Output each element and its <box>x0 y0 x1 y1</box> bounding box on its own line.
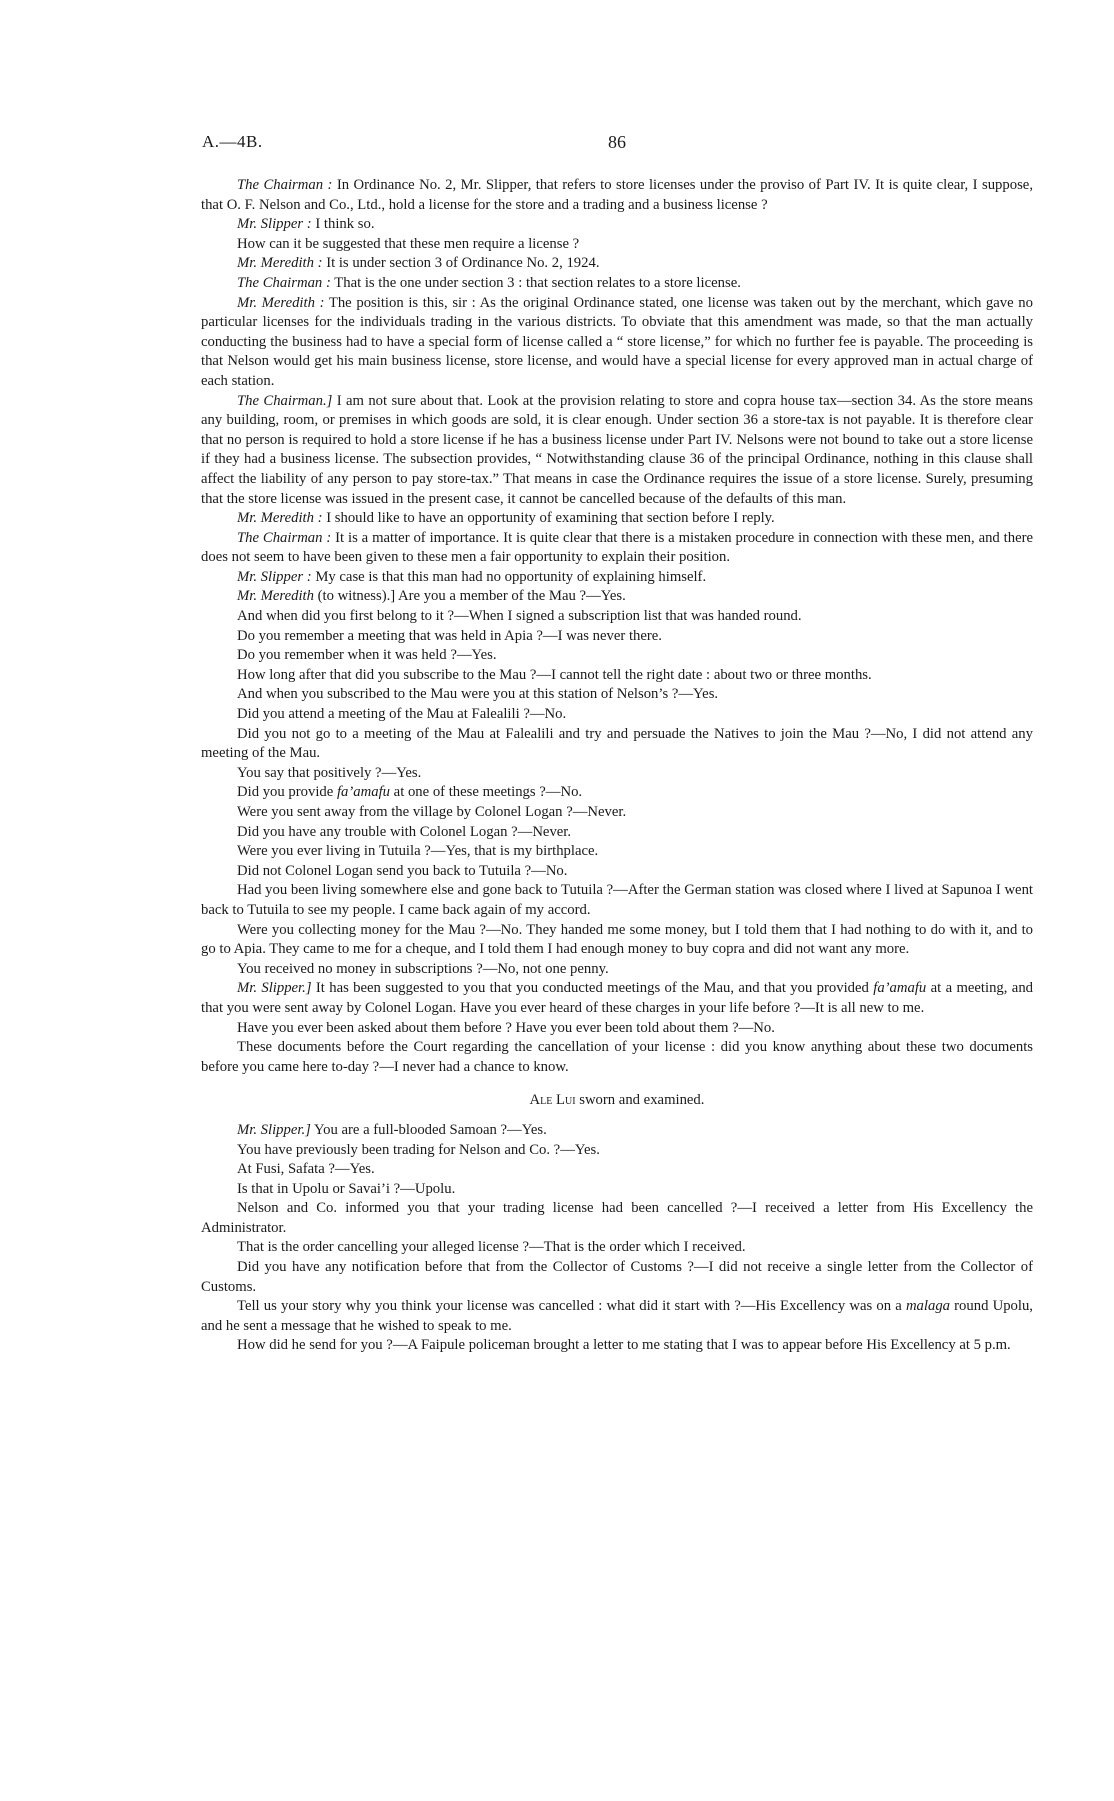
paragraph <box>201 1141 1033 1161</box>
paragraph <box>201 1160 1033 1180</box>
paragraph <box>201 254 1033 274</box>
paragraph-text: At Fusi, Safata ?—Yes. <box>237 1161 375 1178</box>
paragraph-text: Had you been living somewhere else and gone back to Tutuila ?—After the German station was closed where I lived at Sapunoa I went back to Tutuila to see my people. I came back again of my accord. <box>201 882 1033 918</box>
speaker-name: Mr. Meredith <box>237 588 314 605</box>
paragraph-text-continued: at a meeting, and that you were sent away by Colonel Logan. Have you ever heard of these charges in your life before ?—It is all new to me. <box>201 980 1034 1016</box>
paragraph <box>201 862 1033 882</box>
paragraph <box>201 725 1033 764</box>
witness-name: Ale Lui <box>529 1092 576 1109</box>
paragraph-text: Did not Colonel Logan send you back to Tutuila ?—No. <box>237 862 568 879</box>
paragraph <box>201 587 1033 607</box>
italic-term: fa’amafu <box>336 784 390 801</box>
paragraph <box>201 568 1033 588</box>
speaker-name: Mr. Meredith : <box>237 255 323 272</box>
paragraph <box>201 646 1033 666</box>
paragraph-text: It has been suggested to you that you conducted meetings of the Mau, and that you provided <box>311 980 874 997</box>
paragraph-text: (to witness).] Are you a member of the Mau ?—Yes. <box>313 588 626 605</box>
paragraph-text: In Ordinance No. 2, Mr. Slipper, that refers to store licenses under the proviso of Part IV. It is quite clear, I suppose, that O. F. Nelson and Co., Ltd., hold a license for the store and a trading and a business license ? <box>201 177 1033 213</box>
paragraph-text: Did you provide <box>237 784 337 801</box>
paragraph <box>201 509 1033 529</box>
paragraph <box>201 823 1033 843</box>
paragraph-text: I am not sure about that. Look at the provision relating to store and copra house tax—section 34. As the store means any building, room, or premises in which goods are sold, it is clear enough. Under section 36 a store-tax is not payable. It is therefore clear that no person is required to hold a store license if he has a business license under Part IV. Nelsons were not bound to take out a store license if they had a business license. The subsection provides, “ Notwithstanding clause 36 of the principal Ordinance, nothing in this clause shall affect the liability of any person to pay store-tax.” That means in case the Ordinance requires the issue of a store license. Surely, presuming that the store license was issued in the present case, it cannot be cancelled because of the defaults of this man. <box>201 392 1033 507</box>
paragraph <box>201 881 1033 920</box>
paragraph-text: You say that positively ?—Yes. <box>237 764 422 781</box>
paragraph-text: Have you ever been asked about them before ? Have you ever been told about them ?—No. <box>237 1019 775 1036</box>
paragraph-text: Did you have any notification before that from the Collector of Customs ?—I did not receive a single letter from the Collector of Customs. <box>201 1259 1033 1295</box>
paragraph <box>201 685 1033 705</box>
paragraph <box>201 1336 1033 1356</box>
paragraph <box>201 1121 1033 1141</box>
paragraph <box>201 921 1033 960</box>
italic-term: fa’amafu <box>873 980 927 997</box>
paragraph <box>201 294 1033 392</box>
speaker-name: Mr. Meredith : <box>237 294 325 311</box>
speaker-name: The Chairman : <box>237 177 333 193</box>
speaker-name: Mr. Slipper.] <box>237 980 312 997</box>
paragraph-text: You received no money in subscriptions ?—No, not one penny. <box>237 960 609 977</box>
section-heading <box>201 1091 1033 1111</box>
page-number: 86 <box>608 132 626 152</box>
paragraph <box>201 1238 1033 1258</box>
speaker-name: The Chairman.] <box>237 392 333 409</box>
paragraph <box>201 274 1033 294</box>
paragraph-text: Tell us your story why you think your license was cancelled : what did it start with ?—His Excellency was on a <box>237 1298 906 1315</box>
paragraph-text: Were you ever living in Tutuila ?—Yes, that is my birthplace. <box>237 843 599 860</box>
paragraph <box>201 960 1033 980</box>
paragraph-text: The position is this, sir : As the original Ordinance stated, one license was taken out by the merchant, which gave no particular licenses for the individuals trading in the various districts. To obviate that this amendment was made, so that the man actually conducting the business had to have a special form of license called a “ store license,” for which no further fee is payable. The proceeding is that Nelson would get his main business license, store license, and would have a special license for every approved man in actual charge of each station. <box>201 294 1033 389</box>
section-heading-rest: sworn and examined. <box>575 1092 705 1109</box>
paragraph-text: Do you remember a meeting that was held in Apia ?—I was never there. <box>237 627 662 644</box>
paragraph <box>201 176 1033 215</box>
paragraph-text-continued: round Upolu, and he sent a message that he wished to speak to me. <box>201 1298 1033 1334</box>
paragraph <box>201 1180 1033 1200</box>
paragraph <box>201 235 1033 255</box>
paragraph-text: I should like to have an opportunity of examining that section before I reply. <box>322 510 775 527</box>
document-reference: A.—4B. <box>202 132 263 151</box>
paragraph <box>201 1297 1033 1336</box>
testimony-part-2 <box>201 1121 1033 1356</box>
paragraph-text: And when you subscribed to the Mau were you at this station of Nelson’s ?—Yes. <box>237 686 719 703</box>
page-header <box>202 132 1032 156</box>
paragraph-text: That is the one under section 3 : that section relates to a store license. <box>330 274 741 291</box>
paragraph-text: Were you collecting money for the Mau ?—No. They handed me some money, but I told them that I had nothing to do with it, and to go to Apia. They came to me for a cheque, and I told them I had enough money to buy copra and did not want any more. <box>201 921 1033 958</box>
paragraph-text: Did you attend a meeting of the Mau at Falealili ?—No. <box>237 706 567 723</box>
paragraph-text: My case is that this man had no opportunity of explaining himself. <box>311 568 707 585</box>
speaker-name: Mr. Slipper : <box>237 216 312 233</box>
paragraph <box>201 215 1033 235</box>
paragraph-text: And when did you first belong to it ?—When I signed a subscription list that was handed round. <box>237 608 802 625</box>
paragraph-text: I think so. <box>311 216 375 233</box>
paragraph-text: How can it be suggested that these men require a license ? <box>237 235 580 252</box>
paragraph-text: How long after that did you subscribe to the Mau ?—I cannot tell the right date : about two or three months. <box>237 666 872 683</box>
paragraph <box>201 705 1033 725</box>
paragraph <box>201 1199 1033 1238</box>
paragraph <box>201 842 1033 862</box>
paragraph <box>201 666 1033 686</box>
paragraph-text: You are a full-blooded Samoan ?—Yes. <box>310 1121 547 1138</box>
speaker-name: Mr. Slipper.] <box>237 1121 311 1138</box>
paragraph-text: Did you not go to a meeting of the Mau at Falealili and try and persuade the Natives to join the Mau ?—No, I did not attend any meeting of the Mau. <box>201 725 1033 762</box>
paragraph-text: These documents before the Court regarding the cancellation of your license : did you know anything about these two documents before you came here to-day ?—I never had a chance to know. <box>201 1039 1033 1075</box>
paragraph-text: Is that in Upolu or Savai’i ?—Upolu. <box>237 1180 456 1197</box>
paragraph-text: It is under section 3 of Ordinance No. 2, 1924. <box>322 255 600 272</box>
paragraph <box>201 783 1033 803</box>
paragraph-text: You have previously been trading for Nelson and Co. ?—Yes. <box>237 1141 600 1158</box>
paragraph <box>201 607 1033 627</box>
paragraph-text: Did you have any trouble with Colonel Logan ?—Never. <box>237 823 572 840</box>
testimony-part-1 <box>201 176 1033 1077</box>
paragraph <box>201 1038 1033 1077</box>
paragraph <box>201 979 1033 1018</box>
paragraph <box>201 392 1033 510</box>
paragraph-text-continued: at one of these meetings ?—No. <box>390 784 583 801</box>
speaker-name: The Chairman : <box>237 274 331 291</box>
speaker-name: Mr. Meredith : <box>237 510 323 527</box>
paragraph-text: Were you sent away from the village by Colonel Logan ?—Never. <box>237 804 627 820</box>
paragraph-text: How did he send for you ?—A Faipule policeman brought a letter to me stating that I was to appear before His Excellency at 5 p.m. <box>237 1337 1011 1354</box>
paragraph <box>201 1258 1033 1297</box>
paragraph <box>201 1019 1033 1039</box>
paragraph <box>201 627 1033 647</box>
paragraph <box>201 764 1033 784</box>
paragraph-text: It is a matter of importance. It is quite clear that there is a mistaken procedure in connection with these men, and there does not seem to have been given to these men a fair opportunity to explain their position. <box>201 529 1034 566</box>
paragraph-text: Nelson and Co. informed you that your trading license had been cancelled ?—I received a letter from His Excellency the Administrator. <box>201 1200 1033 1236</box>
paragraph-text: Do you remember when it was held ?—Yes. <box>237 647 497 664</box>
italic-term: malaga <box>905 1298 950 1315</box>
paragraph <box>201 803 1033 823</box>
paragraph-text: That is the order cancelling your alleged license ?—That is the order which I received. <box>237 1239 746 1256</box>
paragraph <box>201 529 1033 568</box>
speaker-name: Mr. Slipper : <box>237 568 312 585</box>
speaker-name: The Chairman : <box>237 529 332 546</box>
document-body <box>201 176 1033 1356</box>
